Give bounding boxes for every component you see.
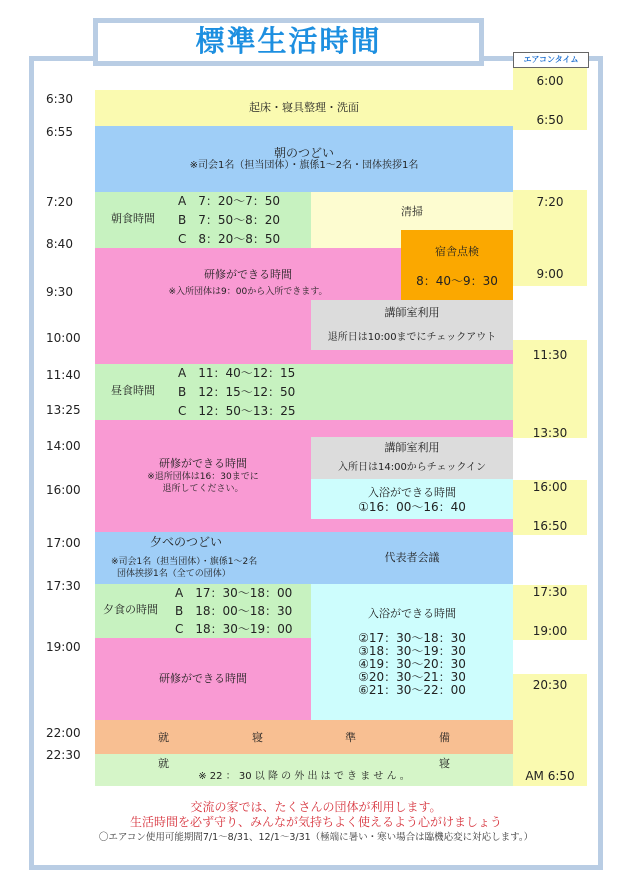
- inspection-title: 宿舎点検: [435, 245, 479, 258]
- time-label: 17:00: [46, 536, 81, 550]
- bedtime-block: [95, 754, 513, 786]
- breakfast-slot-c: C 8：20〜8：50: [178, 232, 281, 246]
- bed-prep-block: [95, 720, 513, 754]
- bath-title-2: 入浴ができる時間: [368, 607, 456, 620]
- aircon-time: 13:30: [532, 426, 568, 440]
- morning-gathering-block: [95, 126, 513, 192]
- bed-prep-char: 就: [158, 731, 169, 744]
- evening-gathering-note-2: 団体挨拶1名（全ての団体）: [117, 569, 231, 579]
- bath-time-5: ⑤20：30〜21：30: [358, 670, 466, 684]
- training-block-1: [95, 248, 401, 300]
- time-label: 10:00: [46, 331, 81, 345]
- training-note-1: ※入所団体は9：00から入所できます。: [168, 287, 328, 297]
- training-title-1: 研修ができる時間: [204, 268, 292, 281]
- time-label: 14:00: [46, 439, 81, 453]
- bath-time-1: ①16：00〜16：40: [358, 500, 466, 514]
- evening-gathering-title: 夕べのつどい: [150, 535, 223, 549]
- bed-prep-char: 寝: [252, 731, 263, 744]
- footer-line-1: 交流の家では、たくさんの団体が利用します。: [190, 800, 442, 814]
- training-title-2: 研修ができる時間: [159, 457, 247, 470]
- dinner-slot-b: B 18：00〜18：30: [175, 604, 293, 618]
- page-title: 標準生活時間: [195, 24, 382, 58]
- training-note-2b: 退所してください。: [162, 484, 244, 494]
- breakfast-block: [95, 192, 311, 248]
- footer-line-3: 〇エアコン使用可能期間7/1〜8/31、12/1〜3/31（極端に暑い・寒い場合は臨機応変に対応します。）: [98, 832, 534, 843]
- cleaning-text: 清掃: [401, 205, 423, 218]
- aircon-time: 17:30: [532, 585, 568, 599]
- lunch-slot-a: A 11：40〜12：15: [178, 366, 296, 380]
- time-label: 9:30: [46, 285, 73, 299]
- representatives-meeting: 代表者会議: [384, 551, 440, 564]
- lecturer-room-note-1: 退所日は10:00までにチェックアウト: [327, 332, 497, 343]
- lunch-slot-b: B 12：15〜12：50: [178, 385, 296, 399]
- cleaning-block: [311, 192, 513, 230]
- breakfast-label: 朝食時間: [111, 212, 155, 225]
- lecturer-room-note-2: 入所日は14:00からチェックイン: [337, 462, 487, 473]
- lecturer-room-title-1: 講師室利用: [384, 306, 440, 319]
- aircon-time: 7:20: [536, 195, 564, 209]
- aircon-time: 9:00: [536, 267, 564, 281]
- title-box: [93, 18, 484, 66]
- time-label: 8:40: [46, 237, 73, 251]
- lecturer-room-title-2: 講師室利用: [384, 441, 440, 454]
- time-label: 19:00: [46, 640, 81, 654]
- time-label: 16:00: [46, 483, 81, 497]
- bed-prep-char: 準: [345, 731, 356, 744]
- bedtime-note: ※ 22 ： 30 以 降 の 外 出 は で き ま せ ん 。: [198, 771, 410, 782]
- time-label: 11:40: [46, 368, 81, 382]
- evening-gathering-block: [95, 532, 513, 584]
- inspection-block: [401, 230, 513, 300]
- aircon-time: 16:00: [532, 480, 568, 494]
- dinner-label: 夕食の時間: [103, 603, 158, 616]
- training-title-3: 研修ができる時間: [159, 672, 247, 685]
- dinner-slot-a: A 17：30〜18：00: [175, 586, 293, 600]
- lunch-block: [95, 364, 513, 420]
- dinner-block: [95, 584, 311, 638]
- time-label: 22:00: [46, 726, 81, 740]
- aircon-time: 19:00: [532, 624, 568, 638]
- wakeup-text: 起床・寝具整理・洗面: [249, 101, 359, 114]
- time-label: 6:55: [46, 125, 73, 139]
- bed-prep-char: 備: [439, 731, 450, 744]
- aircon-time: 16:50: [532, 519, 568, 533]
- bath-time-4: ④19：30〜20：30: [358, 657, 466, 671]
- lunch-label: 昼食時間: [111, 384, 155, 397]
- time-label: 6:30: [46, 92, 73, 106]
- training-block-1c: [311, 350, 513, 364]
- training-note-2a: ※退所団体は16：30までに: [147, 472, 259, 482]
- bedtime-char: 就: [158, 757, 169, 770]
- bath-time-2: ②17：30〜18：30: [358, 631, 466, 645]
- bath-title-1: 入浴ができる時間: [368, 486, 456, 499]
- time-label: 17:30: [46, 579, 81, 593]
- wakeup-block: [95, 90, 513, 126]
- morning-gathering-title: 朝のつどい: [273, 146, 334, 160]
- aircon-time: 6:50: [536, 113, 564, 127]
- lecturer-room-block-2: [311, 437, 513, 479]
- aircon-time: 11:30: [532, 348, 568, 362]
- time-label: 22:30: [46, 748, 81, 762]
- aircon-header: エアコンタイム: [513, 52, 589, 68]
- footer-line-2: 生活時間を必ず守り、みんなが気持ちよく使えるよう心がけましょう: [129, 815, 502, 829]
- time-label: 7:20: [46, 195, 73, 209]
- inspection-time: 8：40〜9：30: [416, 274, 498, 288]
- time-label: 13:25: [46, 403, 81, 417]
- breakfast-slot-b: B 7：50〜8：20: [178, 213, 281, 227]
- breakfast-slot-a: A 7：20〜7：50: [178, 194, 281, 208]
- lecturer-room-block-1: [311, 300, 513, 350]
- bedtime-char: 寝: [439, 757, 450, 770]
- morning-gathering-note: ※司会1名（担当団体）・旗係1〜2名・団体挨拶1名: [189, 160, 419, 171]
- aircon-time: AM 6:50: [525, 769, 575, 783]
- training-block-1b: [95, 300, 311, 364]
- dinner-slot-c: C 18：30〜19：00: [175, 622, 293, 636]
- aircon-time: 6:00: [536, 74, 564, 88]
- bath-block-1: [311, 479, 513, 519]
- training-block-3: [95, 638, 311, 720]
- cleaning-block-tail: [311, 230, 401, 248]
- bath-block-2: [311, 584, 513, 720]
- bath-time-6: ⑥21：30〜22：00: [358, 683, 466, 697]
- aircon-time: 20:30: [532, 678, 568, 692]
- bath-time-3: ③18：30〜19：30: [358, 644, 466, 658]
- lunch-slot-c: C 12：50〜13：25: [178, 404, 296, 418]
- evening-gathering-note-1: ※司会1名（担当団体）・旗係1〜2名: [111, 557, 258, 567]
